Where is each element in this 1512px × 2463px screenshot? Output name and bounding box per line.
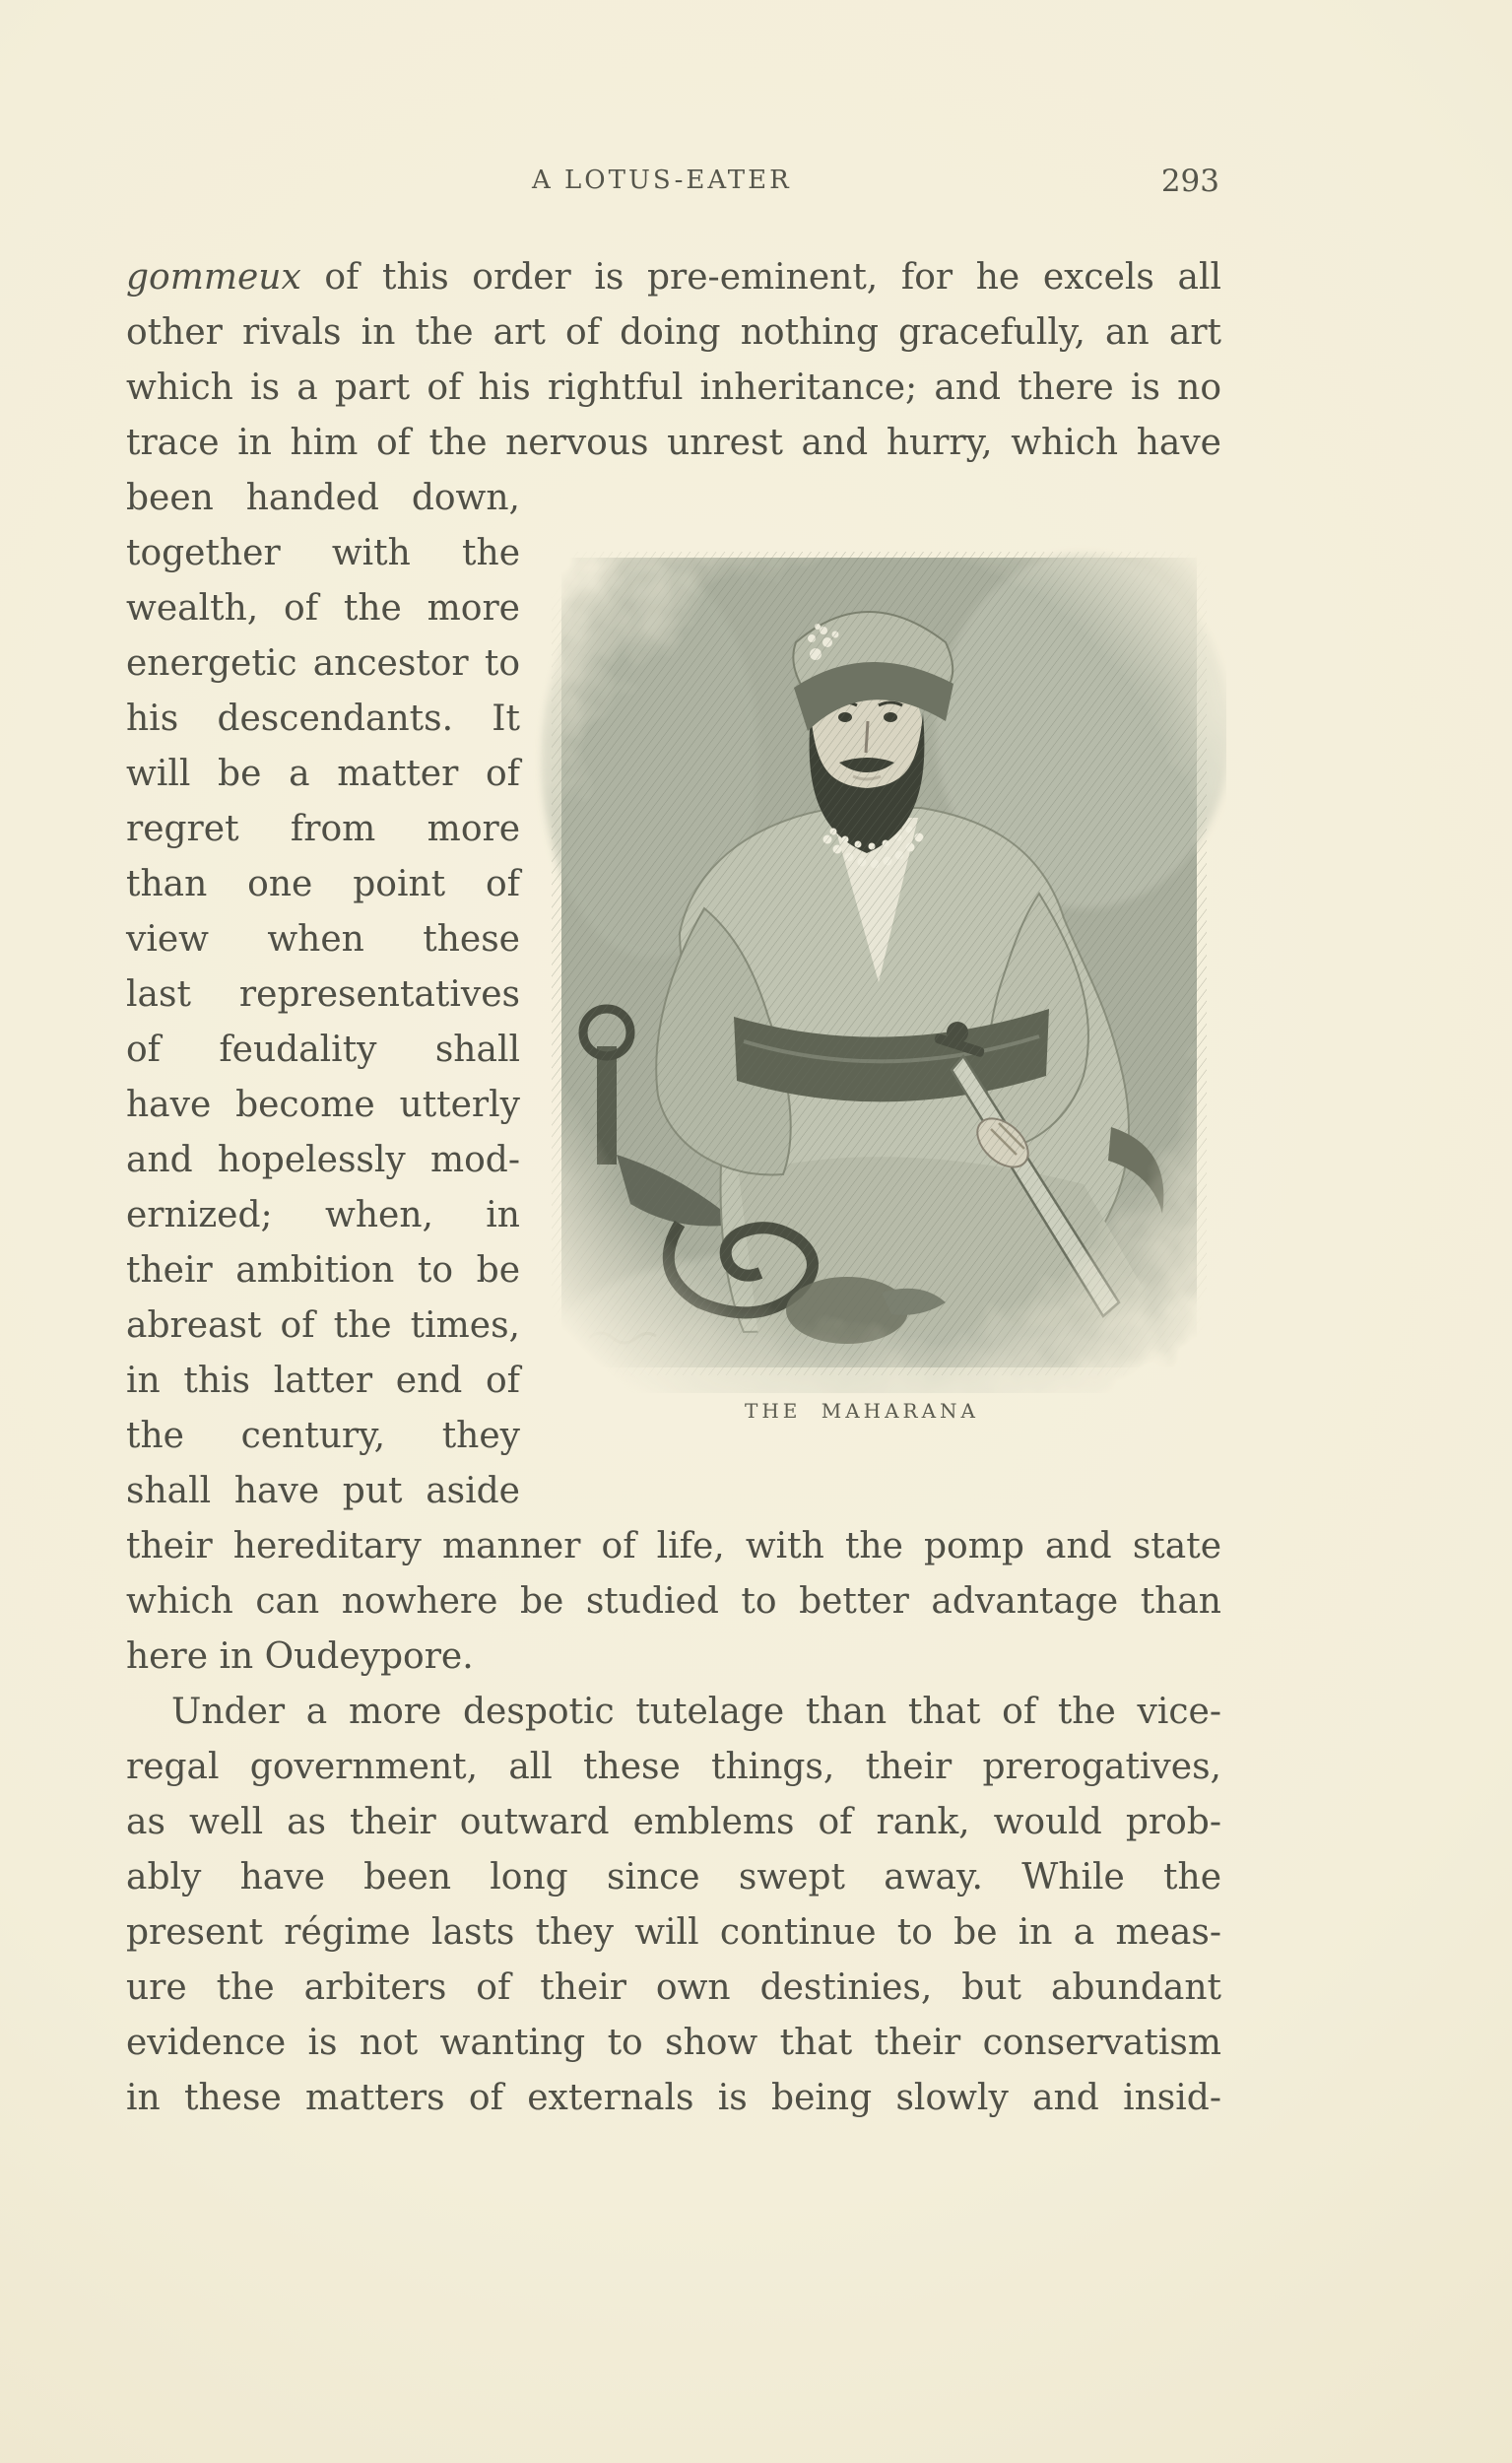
text-line: their hereditary manner of life, with the pomp and state: [126, 1526, 1221, 1566]
text-line: shall have put aside: [126, 1471, 520, 1511]
text-line: in these matters of externals is being slowly and insid-: [126, 2078, 1221, 2118]
text-line: in this latter end of: [126, 1361, 520, 1401]
text-line: Under a more despotic tutelage than that of the vice-: [171, 1692, 1221, 1732]
text-line: ernized; when, in: [126, 1195, 520, 1235]
text-line: have become utterly: [126, 1085, 520, 1125]
text-line: view when these: [126, 919, 520, 960]
text-line: regret from more: [126, 809, 520, 849]
running-header-title: A LOTUS-EATER: [532, 166, 792, 195]
text-line: evidence is not wanting to show that their conservatism: [126, 2023, 1221, 2063]
text-line: their ambition to be: [126, 1250, 520, 1291]
text-line: trace in him of the nervous unrest and hurry, which have: [126, 423, 1221, 463]
text-line-rest: of this order is pre-eminent, for he excels all: [300, 257, 1221, 298]
text-line: of feudality shall: [126, 1030, 520, 1070]
text-line: other rivals in the art of doing nothing gracefully, an art: [126, 312, 1221, 353]
text-line: ably have been long since swept away. While the: [126, 1857, 1221, 1897]
text-line: as well as their outward emblems of rank, would prob-: [126, 1802, 1221, 1842]
figure-caption: THE MAHARANA: [745, 1399, 979, 1423]
maharana-portrait-illustration: [532, 544, 1226, 1393]
text-line: present régime lasts they will continue to be in a meas-: [126, 1912, 1221, 1953]
text-line: been handed down,: [126, 478, 520, 518]
text-line: last representatives: [126, 974, 520, 1015]
text-line: which is a part of his rightful inheritance; and there is no: [126, 367, 1221, 408]
text-line: ure the arbiters of their own destinies, but abundant: [126, 1967, 1221, 2008]
running-head: [0, 166, 1512, 205]
text-line: which can nowhere be studied to better advantage than: [126, 1581, 1221, 1622]
text-line: the century, they: [126, 1416, 520, 1456]
text-line: together with the: [126, 533, 520, 573]
text-line: than one point of: [126, 864, 520, 904]
wrapped-text-column: [126, 471, 520, 1519]
text-line: energetic ancestor to: [126, 643, 520, 684]
text-line: and hopelessly mod-: [126, 1140, 520, 1180]
page-number: 293: [1160, 164, 1219, 199]
text-line: will be a matter of: [126, 754, 520, 794]
text-line: abreast of the times,: [126, 1305, 520, 1346]
text-line: his descendants. It: [126, 699, 520, 739]
text-line: here in Oudeypore.: [126, 1636, 474, 1677]
text-line: [126, 250, 1221, 305]
text-line: wealth, of the more: [126, 588, 520, 629]
text-line: regal government, all these things, their prerogatives,: [126, 1747, 1221, 1787]
italic-word: gommeux: [126, 257, 301, 298]
